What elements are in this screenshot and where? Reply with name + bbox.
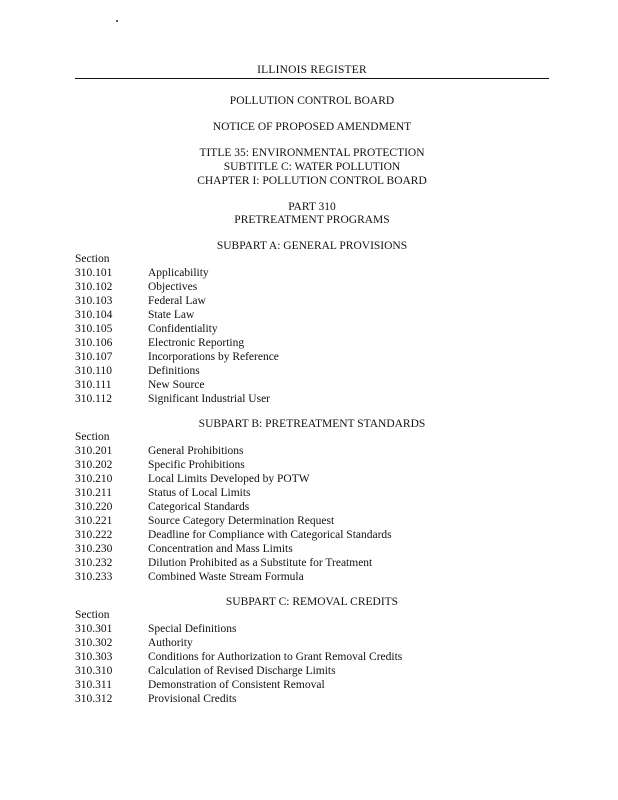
section-title: Local Limits Developed by POTW [148,473,310,485]
section-row [75,636,402,650]
subpart-a-list [75,266,279,406]
section-title: Authority [148,637,193,649]
section-row [75,322,279,336]
subpart-b-section-label: Section [75,431,110,443]
section-title: Significant Industrial User [148,393,271,405]
section-number: 310.232 [75,557,113,569]
section-title: Combined Waste Stream Formula [148,571,304,583]
section-row [75,444,392,458]
section-number: 310.303 [75,651,113,663]
section-title: State Law [148,309,195,321]
section-row [75,664,402,678]
section-row [75,556,392,570]
section-row [75,378,279,392]
section-row [75,308,279,322]
section-title: Source Category Determination Request [148,515,335,527]
section-number: 310.301 [75,623,113,635]
section-row [75,336,279,350]
section-row [75,500,392,514]
subpart-b-heading: SUBPART B: PRETREATMENT STANDARDS [198,418,426,430]
section-number: 310.312 [75,693,113,705]
section-row [75,528,392,542]
title-line: TITLE 35: ENVIRONMENTAL PROTECTION [199,147,425,159]
subpart-c-list [75,622,402,706]
section-title: Status of Local Limits [148,487,251,499]
section-number: 310.106 [75,337,113,349]
part-number: PART 310 [288,201,336,213]
section-row [75,514,392,528]
section-row [75,472,392,486]
section-number: 310.302 [75,637,113,649]
chapter-line: CHAPTER I: POLLUTION CONTROL BOARD [197,175,427,187]
subpart-c-section-label: Section [75,609,110,621]
section-title: Dilution Prohibited as a Substitute for Treatment [148,557,373,569]
subpart-a-heading: SUBPART A: GENERAL PROVISIONS [216,240,408,252]
section-title: Federal Law [148,295,206,307]
section-number: 310.210 [75,473,113,485]
section-row [75,350,279,364]
section-title: Deadline for Compliance with Categorical Standards [148,529,392,541]
section-row [75,692,402,706]
section-row [75,266,279,280]
section-row [75,280,279,294]
section-title: Categorical Standards [148,501,250,513]
section-title: Incorporations by Reference [148,351,279,363]
section-number: 310.103 [75,295,113,307]
section-title: Calculation of Revised Discharge Limits [148,665,336,677]
agency-line: POLLUTION CONTROL BOARD [229,95,395,107]
part-title: PRETREATMENT PROGRAMS [234,214,390,226]
register-header: ILLINOIS REGISTER [257,64,367,76]
section-number: 310.211 [75,487,112,499]
subtitle-line: SUBTITLE C: WATER POLLUTION [223,161,401,173]
section-row [75,364,279,378]
section-number: 310.311 [75,679,112,691]
section-number: 310.104 [75,309,113,321]
header-rule [75,78,549,79]
section-title: Concentration and Mass Limits [148,543,293,555]
subpart-c-heading: SUBPART C: REMOVAL CREDITS [225,596,399,608]
section-number: 310.221 [75,515,113,527]
section-row [75,486,392,500]
section-row [75,294,279,308]
section-title: Electronic Reporting [148,337,245,349]
section-title: Conditions for Authorization to Grant Removal Credits [148,651,403,663]
section-number: 310.233 [75,571,113,583]
section-number: 310.112 [75,393,112,405]
section-title: Definitions [148,365,200,377]
section-title: Confidentiality [148,323,218,335]
section-title: Special Definitions [148,623,237,635]
section-number: 310.202 [75,459,113,471]
scan-speck [116,20,118,22]
section-title: New Source [148,379,205,391]
section-number: 310.220 [75,501,113,513]
section-title: Demonstration of Consistent Removal [148,679,325,691]
section-row [75,678,402,692]
section-title: Objectives [148,281,198,293]
section-row [75,392,279,406]
subpart-a-section-label: Section [75,253,110,265]
section-number: 310.310 [75,665,113,677]
section-number: 310.111 [75,379,112,391]
section-title: Specific Prohibitions [148,459,245,471]
section-number: 310.107 [75,351,113,363]
section-number: 310.101 [75,267,113,279]
section-number: 310.102 [75,281,113,293]
notice-line: NOTICE OF PROPOSED AMENDMENT [212,121,412,133]
section-number: 310.110 [75,365,112,377]
section-title: General Prohibitions [148,445,244,457]
section-row [75,650,402,664]
section-number: 310.105 [75,323,113,335]
section-number: 310.222 [75,529,113,541]
subpart-b-list [75,444,392,584]
section-row [75,458,392,472]
section-row [75,622,402,636]
section-row [75,570,392,584]
section-number: 310.230 [75,543,113,555]
section-title: Provisional Credits [148,693,237,705]
section-title: Applicability [148,267,209,279]
section-number: 310.201 [75,445,113,457]
section-row [75,542,392,556]
